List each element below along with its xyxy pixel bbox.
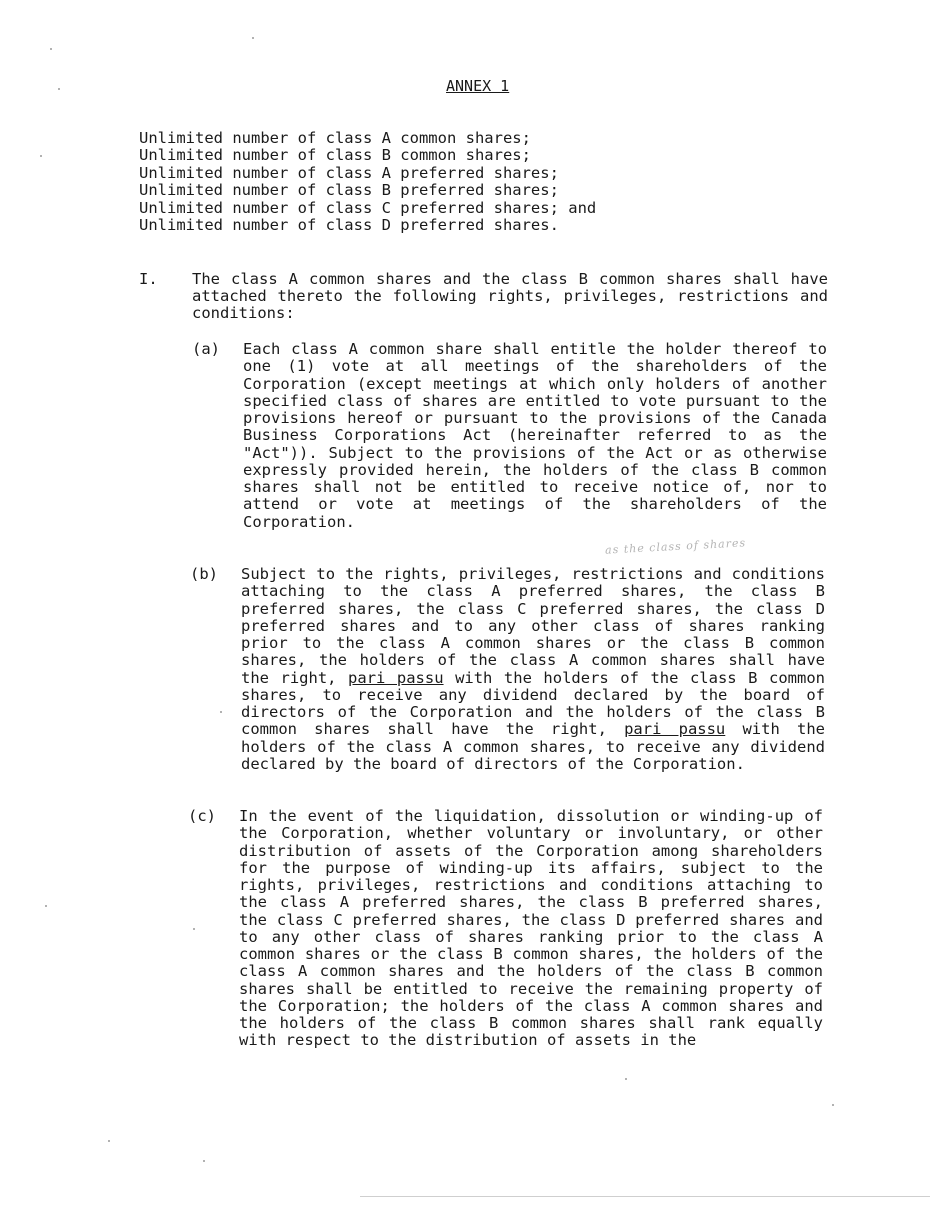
scan-speck bbox=[45, 905, 47, 907]
scan-speck bbox=[625, 1078, 627, 1080]
share-class-line: Unlimited number of class B common shares; bbox=[139, 146, 531, 165]
scan-speck bbox=[40, 155, 42, 157]
item-b-text bbox=[241, 566, 825, 773]
scan-speck bbox=[58, 88, 60, 90]
scan-speck bbox=[50, 48, 52, 50]
scan-speck bbox=[203, 1160, 205, 1162]
item-c-label: (c) bbox=[188, 807, 216, 825]
share-class-line: Unlimited number of class C preferred shares; and bbox=[139, 198, 597, 217]
scan-speck bbox=[220, 711, 222, 713]
item-c-text: In the event of the liquidation, dissolution or winding-up of the Corporation, whether voluntary or involuntary, or other distribution of assets of the Corporation among shareholders for the purpose of winding-up its affairs, subject to the rights, privileges, restrictions and conditions attaching to the class A preferred shares, the class B preferred shares, the class C preferred shares, the class D preferred shares and to any other class of shares ranking prior to the class A common shares or the class B common shares, the holders of the class A common shares and the holders of the class B common shares shall be entitled to receive the remaining property of the Corporation; the holders of the class A common shares and the holders of the class B common shares shall rank equally with respect to the distribution of assets in the bbox=[239, 807, 823, 1050]
item-a-text: Each class A common share shall entitle the holder thereof to one (1) vote at all meetings of the shareholders of the Corporation (except meetings at which only holders of another specified class of shares are entitled to vote pursuant to the provisions hereof or pursuant to the provisions of the Canada Business Corporations Act (hereinafter referred to as the "Act")). Subject to the provisions of the Act or as otherwise expressly provided herein, the holders of the class B common shares shall not be entitled to receive notice of, nor to attend or vote at meetings of the shareholders of the Corporation. bbox=[243, 340, 827, 531]
share-class-line: Unlimited number of class A common shares; bbox=[139, 129, 531, 147]
share-class-line: Unlimited number of class B preferred shares; bbox=[139, 181, 559, 200]
share-class-list bbox=[139, 130, 596, 234]
share-class-line: Unlimited number of class D preferred shares. bbox=[139, 216, 559, 235]
section-number: I. bbox=[139, 270, 158, 288]
scan-speck bbox=[108, 1140, 110, 1142]
section-intro: The class A common shares and the class B common shares shall have attached thereto the following rights, privileges, restrictions and conditions: bbox=[192, 270, 828, 323]
item-b-label: (b) bbox=[190, 565, 218, 583]
pari-passu-term: pari passu bbox=[624, 720, 726, 739]
scan-speck bbox=[832, 1104, 834, 1106]
scan-speck bbox=[252, 37, 254, 39]
item-b-text-part: Subject to the rights, privileges, restrictions and conditions attaching to the class A preferred shares, the class B preferred shares, the class C preferred shares, the class D preferred shares and to any other class of shares ranking prior to the class A common shares or the class B common shares, the holders of the class A common shares shall have the right, bbox=[241, 565, 825, 687]
annex-title: ANNEX 1 bbox=[446, 77, 510, 95]
handwritten-annotation: as the class of shares bbox=[604, 536, 747, 557]
item-a-label: (a) bbox=[192, 340, 220, 358]
share-class-line: Unlimited number of class A preferred shares; bbox=[139, 163, 559, 182]
scan-edge-line bbox=[360, 1196, 930, 1197]
item-b-text-part: with the holders of the class A common shares, to receive any dividend declared by the board of directors of the Corporation. bbox=[241, 720, 825, 773]
item-b-text-part: with the holders of the class B common shares, to receive any dividend declared by the board of directors of the Corporation and the holders of the class B common shares shall have the right, bbox=[241, 668, 825, 739]
pari-passu-term: pari passu bbox=[348, 668, 444, 687]
scan-speck bbox=[193, 928, 195, 930]
